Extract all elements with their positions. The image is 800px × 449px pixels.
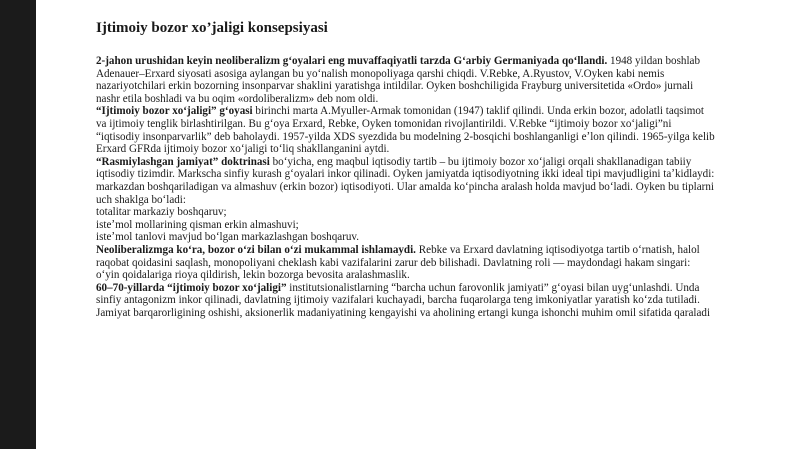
paragraph: [96, 156, 716, 206]
list-line: [96, 206, 716, 219]
list-line: [96, 219, 716, 232]
paragraph-lead: Neoliberalizmga koʻra, bozor oʻzi bilan oʻzi mukammal ishlamaydi.: [96, 243, 416, 256]
paragraph-text: 1948 yildan boshlab Adenauer–Erxard siyosati asosiga aylangan bu yoʻnalish monopoliyaga qarshi chiqdi. V.Rebke, A.Ryustov, V.Oyken kabi nemis nazariyotchilari erkin bozorning insonparvar shaklini yaratishga intildilar. Oyken boshchiligida Frayburg universitetida «Ordo» jurnali nashr etila boshladi va bu oqim «ordoliberalizm» deb nom oldi.: [96, 55, 701, 105]
paragraph-text: Rebke va Erxard davlatning iqtisodiyotga tartib oʻrnatish, halol raqobat qoidasini saqlash, monopoliyani cheklash kabi vazifalarini zarur deb bilishadi. Davlatning roli — maydondagi hakam singari: oʻyin qoidalariga rioya qildirish, lekin bozorga bevosita aralashmaslik.: [96, 243, 700, 282]
left-accent-bar: [0, 0, 36, 449]
list-line-text: isteʼmol mollarining qisman erkin almashuvi;: [96, 218, 299, 231]
paragraph-lead: 2-jahon urushidan keyin neoliberalizm gʻoyalari eng muvaffaqiyatli tarzda Gʻarbiy Germaniyada qoʻllandi.: [96, 55, 608, 67]
paragraph-lead: “Rasmiylashgan jamiyat” doktrinasi: [96, 155, 270, 168]
paragraph-text: institutsionalistlarning “barcha uchun farovonlik jamiyati” gʻoyasi bilan uygʻunlashdi. Unda sinfiy antagonizm inkor qilinadi, davlatning ijtimoiy vazifalari kuchayadi, barcha fuqarolarga teng imkoniyatlar yaratish koʻzda tutiladi. Jamiyat barqarorligining oshishi, aksionerlik madaniyatining kengayishi va aholining ertangi kunga ishonchi muhim omil sifatida qaraladi: [96, 281, 711, 319]
paragraph-lead: “Ijtimoiy bozor xoʻjaligi” gʻoyasi: [96, 105, 253, 118]
paragraph-text: birinchi marta A.Myuller-Armak tomonidan (1947) taklif qilindi. Unda erkin bozor, adolatli taqsimot va ijtimoiy tenglik birlashtirilgan. Bu gʻoya Erxard, Rebke, Oyken tomonidan rivojlantirildi. V.Rebke “ijtimoiy bozor xoʻjaligi”ni “iqtisodiy insonparvarlik” deb baholaydi. 1957-yilda XDS syezdida bu modelning 2-bosqichi boshlanganligi eʼlon qilindi. 1965-yilga kelib Erxard GFRda ijtimoiy bozor xoʻjaligi toʻliq shakllanganini aytdi.: [96, 105, 715, 156]
paragraph-lead: 60–70-yillarda “ijtimoiy bozor xoʻjaligi”: [96, 281, 287, 294]
paragraph: [96, 282, 716, 320]
list-line-text: isteʼmol tanlovi mavjud boʻlgan markazlashgan boshqaruv.: [96, 231, 359, 244]
list-line-text: totalitar markaziy boshqaruv;: [96, 206, 227, 219]
slide-content: [96, 20, 716, 319]
slide-title: Ijtimoiy bozor xo’jaligi konsepsiyasi: [96, 20, 328, 36]
paragraph: [96, 105, 716, 155]
paragraph: [96, 55, 716, 105]
list-line: [96, 231, 716, 244]
slide-body: [96, 55, 716, 319]
paragraph: [96, 244, 716, 282]
paragraph-text: boʻyicha, eng maqbul iqtisodiy tartib – bu ijtimoiy bozor xoʻjaligi orqali shakllanadigan tabiiy iqtisodiy tizimdir. Markscha sinfiy kurash gʻoyalari inkor qilinadi. Oyken jamiyatda iqtisodiyotning ikki ideal tipi mavjudligini taʼkidlaydi: markazdan boshqariladigan va almashuv (erkin bozor) iqtisodiyoti. Ular amalda koʻpincha aralash holda mavjud boʻladi. Oyken bu tiplarni uch shaklga boʻladi:: [96, 155, 715, 206]
